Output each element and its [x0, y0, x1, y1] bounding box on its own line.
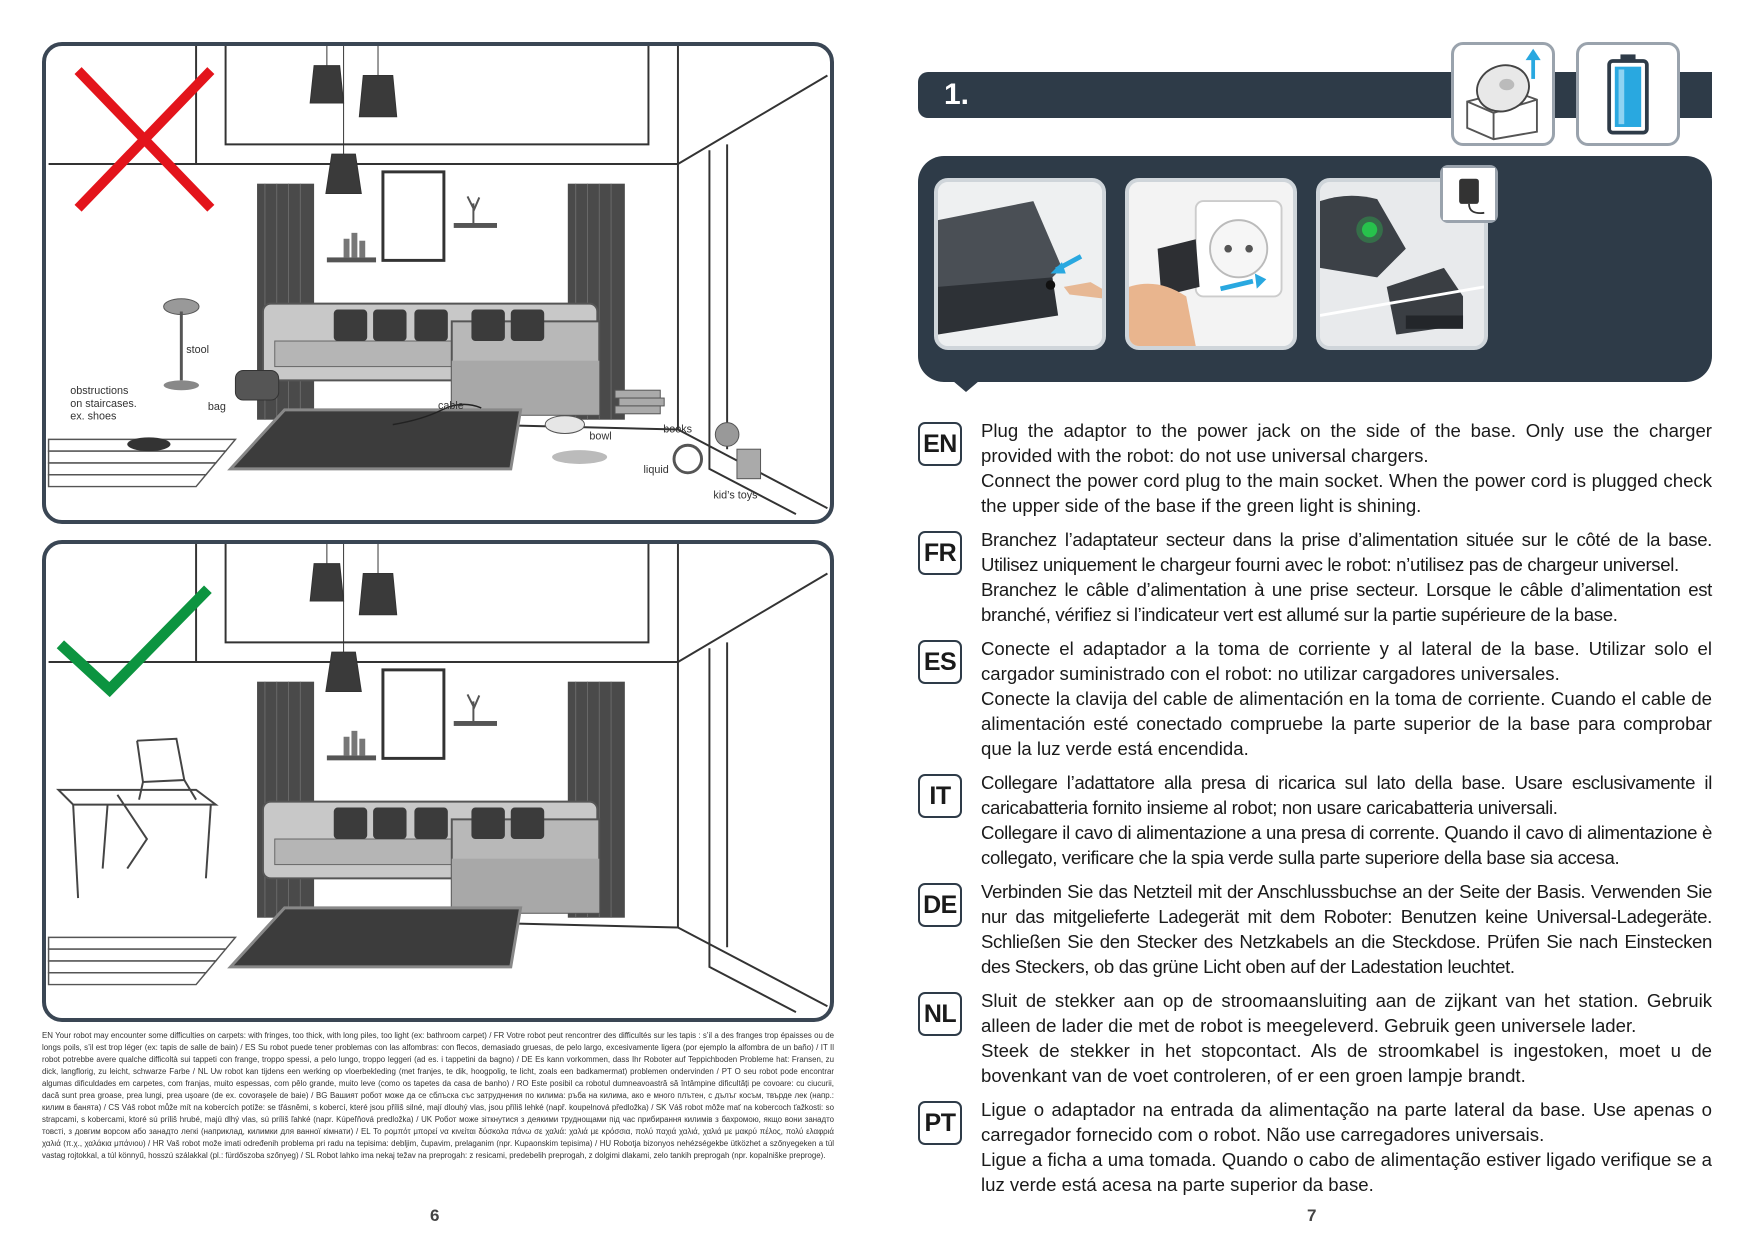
correct-room-illustration: [42, 540, 834, 1022]
page-number-right: 7: [1307, 1206, 1317, 1225]
label-liquid: liquid: [643, 463, 669, 476]
instruction-text-de: [981, 879, 1712, 979]
plug-into-wall-socket-photo: [1125, 178, 1297, 350]
label-obstructions-3: ex. shoes: [70, 410, 117, 423]
banner-pointer: [940, 370, 992, 392]
instruction-text-fr: [981, 527, 1712, 627]
lang-badge-es: ES: [918, 640, 962, 684]
robot-in-box-icon: [1451, 42, 1555, 146]
plugged-adaptor-inset-icon: [1440, 165, 1498, 223]
instruction-de-line-1: Verbinden Sie das Netzteil mit der Anschlussbuchse an der Seite der Basis. Verwenden Sie nur das mitgelieferte Ladegerät mit dem Roboter: Benutzen keine Universal-Ladegeräte. Schließen Sie den Stecker des Netzkabels an die Steckdose. Prüfen Sie nach Einstecken des Steckers, ob das grüne Licht oben auf der Ladestation leuchtet.: [981, 881, 1712, 977]
lang-badge-de: DE: [918, 883, 962, 927]
label-stool: stool: [186, 343, 210, 356]
lang-badge-fr: FR: [918, 531, 962, 575]
instruction-nl-line-1: Sluit de stekker aan op de stroomaansluiting aan de zijkant van het station. Gebruik alleen de lader die met de robot is meegeleverd. Gebruik geen universele lader.: [981, 990, 1712, 1036]
instruction-text-pt: [981, 1097, 1712, 1197]
lang-badge-pt: PT: [918, 1101, 962, 1145]
wrong-room-illustration: [42, 42, 834, 524]
label-bag: bag: [207, 400, 226, 413]
carpet-warning-footnote: EN Your robot may encounter some difficulties on carpets: with fringes, too thick, with long piles, too light (ex: bathroom carpet) / FR Votre robot peut rencontrer des difficultés sur les tapis : s’il a des franges trop épaisses ou de longs poils, s’il est trop léger (ex: tapis de salle de bain) / ES Su robot puede tener problemas con las alfombras: con flecos, demasiado gruesas, de pelo largo, excesivamente ligera (por ejemplo la alfombra de un baño) / IT Il robot potrebbe avere qualche difficoltà sui tappeti con frange, troppo spessi, a pelo lungo, troppo leggeri (ad es. i tappetini da bagno) / DE Es kann vorkommen, dass Ihr Roboter auf Teppichboden Probleme hat: Fransen, zu dick, langflorig, zu leicht, schwarze Farbe / NL Uw robot kan tijdens een werking op vloerbekleding (met franjes, te dik, hoogpolig, te licht, zoals een badkamermat) problemen ondervinden / PT O seu robot pode encontrar algumas dificuldades em carpetes, com franjas, muito espessas, com pêlo grande, muito leve (como os tapetes da casa de banho) / RO Este posibil ca robotul dumneavoastră să întâmpine dificultăți pe covoare: cu ciucurii, dacă sunt prea groase, prea lungi, prea ușoare (de ex. covorașele de baie) / BG Вашият робот може да се сблъска със затруднения по килима: ръба на килима, ако е много плътен, с дълъг косъм, твърде лек (напр.: килим в банята) / CS Váš robot může mít na kobercích potíže: se třásněmi, s kobercí, které jsou příliš silné, mají dlouhý vlas, jsou příliš lehké (např. koupelnová předložka) / SK Váš robot môže mať na kobercoch ťažkosti: so strapcami, s kobercami, ktoré sú príliš hrubé, majú dlhý vlas, sú príliš ľahké (napr. Kúpeľňová predložka) / UK Робот може зіткнутися з деякими труднощами під час прибирання килимів з бахромою, якщо вони занадто товсті, з довгим ворсом або занадто легкі (наприклад, килимки для ванної кімнати) / EL Το ρομπότ μπορεί να κινείται δύσκολα πάνω σε χαλιά: χαλιά με κρόσσια, πολύ παχιά χαλιά, χαλιά με μακρύ πέλος, πολύ ελαφριά χαλιά (π.χ., χαλάκια μπάνιου) / HR Vaš robot može imati određenih problema pri radu na tepisima: debljim, čupavim, prelaganim (npr. Kupaonskim tepisima) / HU Robotja bizonyos nehézségekbe ütközhet a szőnyegeken a túl vastag rojtokkal, a túl könnyű, hosszú szálakkal (pl.: fürdőszoba szőnyeg) / SL Robot lahko ima nekaj težav na preprogah: z resicami, predebelih preprogah, z dolgimi dlakami, zelo tankih preprogah (npr. kopalniške preproge).: [42, 1031, 834, 1160]
lang-badge-en: EN: [918, 422, 962, 466]
label-kids-toys: kid’s toys: [713, 489, 758, 502]
instruction-pt-line-1: Ligue o adaptador na entrada da alimentação na parte lateral da base. Use apenas o carregador fornecido com o robot. Não use carregadores universais.: [981, 1099, 1712, 1145]
instruction-es-line-2: Conecte la clavija del cable de alimentación en la toma de corriente. Cuando el cable de alimentación esté conectado compruebe la parte superior de la base para comprobar que la luz verde está encendida.: [981, 688, 1712, 759]
label-obstructions-2: on staircases.: [70, 397, 137, 410]
instruction-es-line-1: Conecte el adaptador a la toma de corriente y al lateral de la base. Utilizar solo el cargador suministrado con el robot: no utilizar cargadores universales.: [981, 638, 1712, 684]
cross-icon: [78, 71, 211, 209]
adaptor-plug-into-base-photo: [934, 178, 1106, 350]
page-number-left: 6: [430, 1206, 440, 1225]
room-scene-tidy: [46, 544, 830, 1018]
lang-badge-it: IT: [918, 774, 962, 818]
instruction-text-es: [981, 636, 1712, 761]
label-books: books: [663, 423, 693, 436]
label-cable: cable: [438, 399, 464, 412]
instruction-fr-line-1: Branchez l’adaptateur secteur dans la prise d’alimentation située sur le côté de la base. Utilisez uniquement le chargeur fourni avec le robot: n’utilisez pas de chargeur universel.: [981, 529, 1712, 575]
instruction-en-line-1: Plug the adaptor to the power jack on the side of the base. Only use the charger provided with the robot: do not use universal chargers.: [981, 420, 1712, 466]
instruction-nl-line-2: Steek de stekker in het stopcontact. Als de stroomkabel is ingestoken, moet u de bovenkant van de voet controleren, of er een groen lampje brandt.: [981, 1040, 1712, 1086]
instruction-text-nl: [981, 988, 1712, 1088]
instruction-text-en: [981, 418, 1712, 518]
checkmark-icon: [60, 589, 208, 689]
instruction-text-it: [981, 770, 1712, 870]
instruction-pt-line-2: Ligue a ficha a uma tomada. Quando o cabo de alimentação estiver ligado verifique se a luz verde está acesa na parte superior da base.: [981, 1149, 1712, 1195]
label-obstructions: obstructions: [70, 385, 129, 398]
label-bowl: bowl: [589, 430, 612, 443]
lang-badge-nl: NL: [918, 992, 962, 1036]
instruction-en-line-2: Connect the power cord plug to the main socket. When the power cord is plugged check the upper side of the base if the green light is shining.: [981, 470, 1712, 516]
instruction-it-line-1: Collegare l’adattatore alla presa di ricarica sul lato della base. Usare esclusivamente il caricabatteria fornito insieme al robot; non usare caricabatteria universali.: [981, 772, 1712, 818]
battery-icon: [1576, 42, 1680, 146]
step-number: 1.: [944, 78, 970, 111]
room-scene-cluttered: [46, 46, 830, 520]
instruction-fr-line-2: Branchez le câble d’alimentation à une prise secteur. Lorsque le câble d’alimentation est branché, vérifiez si l’indicateur vert est allumé sur la partie supérieure de la base.: [981, 579, 1712, 625]
instruction-it-line-2: Collegare il cavo di alimentazione a una presa di corrente. Quando il cavo di alimentazione è collegato, verificare che la spia verde sulla parte superiore della base sia accesa.: [981, 822, 1712, 868]
